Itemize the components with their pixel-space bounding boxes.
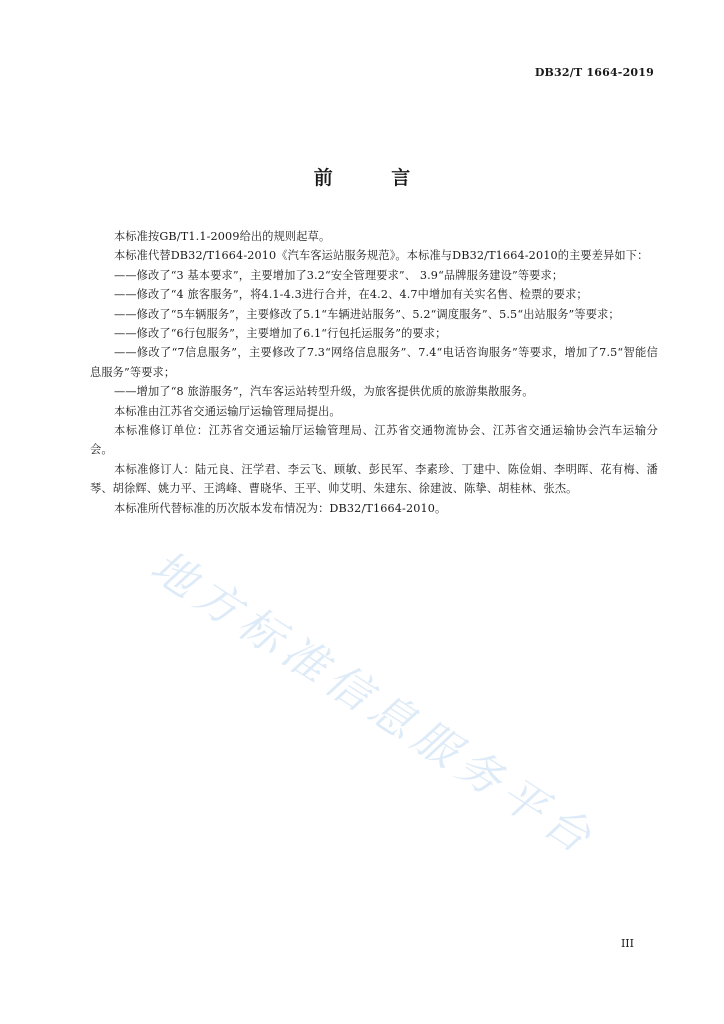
paragraph: ——修改了“6行包服务”，主要增加了6.1“行包托运服务”的要求； [114,327,447,341]
paragraph: 本标准所代替标准的历次版本发布情况为：DB32/T1664-2010。 [114,501,447,515]
paragraph: ——修改了“3 基本要求”，主要增加了3.2“安全管理要求”、 3.9“品牌服务建设”等要求； [114,268,564,282]
foreword-body [90,227,658,518]
paragraph: 本标准由江苏省交通运输厅运输管理局提出。 [114,404,341,418]
document-code: DB32/T 1664-2019 [534,66,654,79]
paragraph: 本标准修订人：陆元良、汪学君、李云飞、顾敏、彭民军、李素珍、丁建中、陈俭娟、李明晖、花有梅、潘琴、胡徐辉、姚力平、王鸿峰、曹晓华、王平、帅艾明、朱建东、徐建波、陈挚、胡桂林、张杰。 [90,462,658,496]
paragraph: ——修改了“5车辆服务”，主要修改了5.1“车辆进站服务”、5.2“调度服务”、5.5“出站服务”等要求； [114,307,620,321]
paragraph: ——修改了“7信息服务”，主要修改了7.3“网络信息服务”、7.4“电话咨询服务”等要求，增加了7.5“智能信息服务”等要求； [90,346,658,379]
paragraph: 本标准代替DB32/T1664-2010《汽车客运站服务规范》。本标准与DB32/T1664-2010的主要差异如下： [114,249,649,263]
page-number: III [620,937,634,950]
paragraph: ——修改了“4 旅客服务”，将4.1-4.3进行合并，在4.2、4.7中增加有关实名售、检票的要求； [114,288,588,302]
page-title: 前 言 [313,167,437,189]
watermark: 地方标准信息服务平台 [141,540,606,867]
paragraph: 本标准修订单位：江苏省交通运输厅运输管理局、江苏省交通物流协会、江苏省交通运输协会汽车运输分会。 [90,424,658,457]
paragraph: ——增加了“8 旅游服务”，汽车客运站转型升级，为旅客提供优质的旅游集散服务。 [114,385,534,399]
paragraph: 本标准按GB/T1.1-2009给出的规则起草。 [114,230,331,243]
